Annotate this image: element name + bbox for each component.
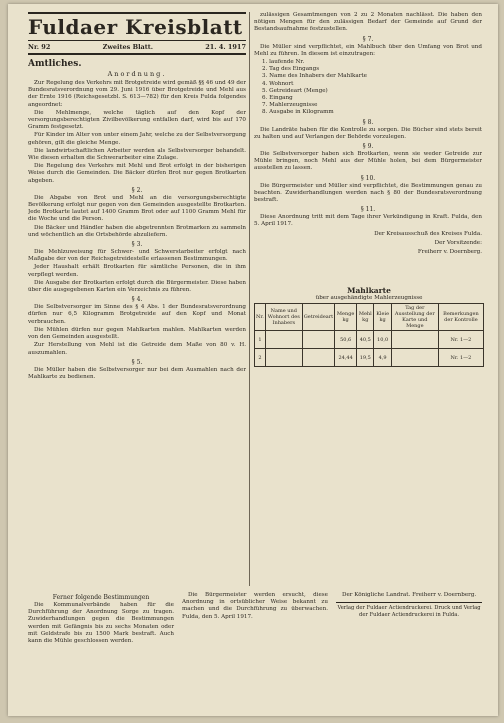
list-item: 5. Getreideart (Menge) [262,87,328,94]
bottom-section [28,592,482,708]
issue-line [28,41,246,55]
paragraph: Die Mehlmenge, welche täglich auf den Kopf der versorgungsberechtigten Zivilbevölkerung entfallen darf, wird bis auf 170 Gramm festgesetzt. [28,109,246,131]
list-item: 1. laufende Nr. [262,59,305,66]
paragraph: Die Bürgermeister und Müller sind verpflichtet, die Bestimmungen genau zu beachten. Zuwiderhandlungen werden nach § 80 der Bundesratsverordnung bestraft. [254,182,482,204]
paragraph: Jeder Haushalt erhält Brotkarten für sämtliche Personen, die in ihm verpflegt werden. [28,264,246,278]
table-cell [391,349,438,367]
paragraph-number: § 2. [131,186,143,194]
newspaper-page [8,4,498,716]
bottom-heading: Ferner folgende Bestimmungen [52,594,150,601]
list-item: 7. Mahlerzeugnisse [262,102,318,109]
table-cell: 40,5 [357,331,374,349]
paragraph: Die Regelung des Verkehrs mit Mehl und Brot erfolgt in der bisherigen Weise durch die Gemeinden. Die Bäcker dürfen Brot nur gegen Brotkarten abgeben. [28,163,246,184]
issue-sheet: Zweites Blatt. [102,43,154,51]
paragraph-number: § 5. [131,358,143,366]
paragraph: Die Müller sind verpflichtet, ein Mahlbuch über den Umfang von Brot und Mehl zu führen. In diesem ist einzutragen: [254,43,482,57]
masthead-title: Fuldaer Kreisblatt [28,12,246,41]
list-item: 2. Tag des Eingangs [262,66,320,73]
mahlkarte-table [254,303,484,367]
column-header: Bemerkungen der Kontrolle [438,304,483,331]
table-cell [265,349,302,367]
paragraph: Diese Anordnung tritt mit dem Tage ihrer Verkündigung in Kraft. Fulda, den 5. April 1917. [254,214,482,228]
signature-authority: Der Kreisausschuß des Kreises Fulda. [374,230,482,237]
paragraph: Die Landräte haben für die Kontrolle zu sorgen. Die Bücher sind stets bereit zu halten und auf Verlangen der Behörde vorzulegen. [254,126,482,140]
paragraph: Zur Regelung des Verkehrs mit Brotgetreide wird gemäß §§ 46 und 49 der Bundesratsverordnung vom 29. Juni 1916 über Brotgetreide und Mehl aus der Ernte 1916 (Reichsgesetzbl. S. 613—782) für den Kreis Fulda folgendes angeordnet: [28,80,246,108]
imprint: Verlag der Fuldaer Actiendruckerei. Druck und Verlag der Fuldaer Actiendruckerei in Fulda. [336,602,482,618]
table-row [255,331,484,349]
table-cell: 4,9 [374,349,391,367]
issue-number: Nr. 92 [28,43,51,51]
signature-name: Freiherr v. Doernberg. [417,249,482,256]
paragraph: Die Bäcker und Händler haben die abgetrennten Brotmarken zu sammeln und wöchentlich an die Ortsbehörde abzuliefern. [28,224,246,238]
paragraph-number: § 9. [362,143,374,151]
section-subtitle: Anordnung. [107,70,167,78]
bottom-column-1 [28,592,174,708]
issue-date: 21. 4. 1917 [205,43,246,51]
paragraph: Die Mehlzuweisung für Schwer- und Schwerstarbeiter erfolgt nach Maßgabe der von der Reichsgetreidestelle erlassenen Bestimmungen. [28,249,246,263]
table-cell [265,331,302,349]
list-item: 4. Wohnort [262,80,294,87]
mahlbuch-list [254,59,482,117]
paragraph: Für Kinder im Alter von unter einem Jahr, welche zu der Selbstversorgung gehören, gilt die gleiche Menge. [28,132,246,146]
column-header: Menge kg [335,304,357,331]
bottom-column-2 [182,592,328,708]
paragraph-number: § 3. [131,241,143,249]
list-item: 3. Name des Inhabers der Mahlkarte [262,73,367,80]
table-cell: 2 [255,349,266,367]
section-title: Amtliches. [28,59,82,69]
table-title: Mahlkarte [347,286,391,295]
right-column [254,12,482,278]
table-cell: Nr. 1—2 [438,349,483,367]
column-header: Nr. [255,304,266,331]
column-header: Tag der Ausstellung der Karte und Menge [391,304,438,331]
paragraph-number: § 4. [131,296,143,304]
table-cell: 10,0 [374,331,391,349]
paragraph: Die Ausgabe der Brotkarten erfolgt durch die Bürgermeister. Diese haben über die ausgegebenen Karten ein Verzeichnis zu führen. [28,279,246,294]
paragraph-number: § 7. [362,35,374,43]
column-divider [249,12,250,586]
table-cell [302,331,334,349]
table-header-row [255,304,484,331]
list-item: 6. Eingang [262,95,293,102]
column-header: Kleie kg [374,304,391,331]
paragraph: Zur Herstellung von Mehl ist die Getreide dem Maße von 80 v. H. auszumahlen. [28,342,246,356]
paragraph: Die Selbstversorger haben sich Brotkarten, wenn sie weder Getreide zur Mühle bringen, noch Mehl aus der Mühle holen, bei dem Bürgermeister ausstellen zu lassen. [254,151,482,172]
table-cell: Nr. 1—2 [438,331,483,349]
paragraph: Die Müller haben die Selbstversorger nur bei dem Ausmahlen nach der Mahlkarte zu bedienen. [28,366,246,380]
bottom-column-3 [336,592,482,708]
paragraph: Die Selbstversorger im Sinne des § 4 Abs. 1 der Bundesratsverordnung dürfen nur 6,5 Kilogramm Brotgetreide auf den Kopf und Monat verbrauchen. [28,304,246,325]
paragraph-number: § 10. [360,174,376,182]
left-column [28,12,246,586]
list-item: 8. Ausgabe in Kilogramm [262,109,334,116]
column-header: Name und Wohnort des Inhabers [265,304,302,331]
paragraph: Die landwirtschaftlichen Arbeiter werden als Selbstversorger behandelt. Wie diesen erhalten die Schwerarbeiter eine Zulage. [28,147,246,162]
table-cell: 1 [255,331,266,349]
paragraph: Die Kommunalverbände haben für die Durchführung der Anordnung Sorge zu tragen. Zuwiderhandlungen gegen die Bestimmungen werden mit Gefängnis bis zu sechs Monaten oder mit Geldstrafe bis zu 1500 Mark bestraft. Auch kann die Mühle geschlossen werden. [28,602,174,645]
paragraph: Der Königliche Landrat. Freiherr v. Doernberg. [342,592,477,598]
table-row [255,349,484,367]
paragraph-number: § 11. [360,206,376,214]
mahlkarte-table-block [254,286,484,367]
table-cell [302,349,334,367]
column-header: Mehl kg [357,304,374,331]
table-cell: 50,6 [335,331,357,349]
table-cell: 19,5 [357,349,374,367]
paragraph: Die Bürgermeister werden ersucht, diese Anordnung in ortsüblicher Weise bekannt zu machen und die Durchführung zu überwachen. Fulda, den 5. April 1917. [182,592,328,620]
paragraph: Die Mühlen dürfen nur gegen Mahlkarten mahlen. Mahlkarten werden von den Gemeinden ausgestellt. [28,326,246,341]
table-cell [391,331,438,349]
table-subtitle: über ausgehändigte Mahlerzeugnisse [315,295,423,301]
paragraph-number: § 8. [362,118,374,126]
column-header: Getreideart [302,304,334,331]
signature-role: Der Vorsitzende: [434,239,482,246]
paragraph: zulässigen Gesamtmengen von 2 zu 2 Monaten nachlässt. Die haben den nötigen Mengen für den zulässigen Bedarf der Gemeinde auf Grund der Bestandsaufnahme festzustellen. [254,12,482,33]
table-cell: 24,44 [335,349,357,367]
paragraph: Die Abgabe von Brot und Mehl an die versorgungsberechtigte Bevölkerung erfolgt nur gegen von den Gemeinden ausgestellte Brotkarten. Jede Brotkarte lautet auf 1400 Gramm Brot oder auf 1100 Gramm Mehl für die Woche und die Person. [28,194,246,223]
